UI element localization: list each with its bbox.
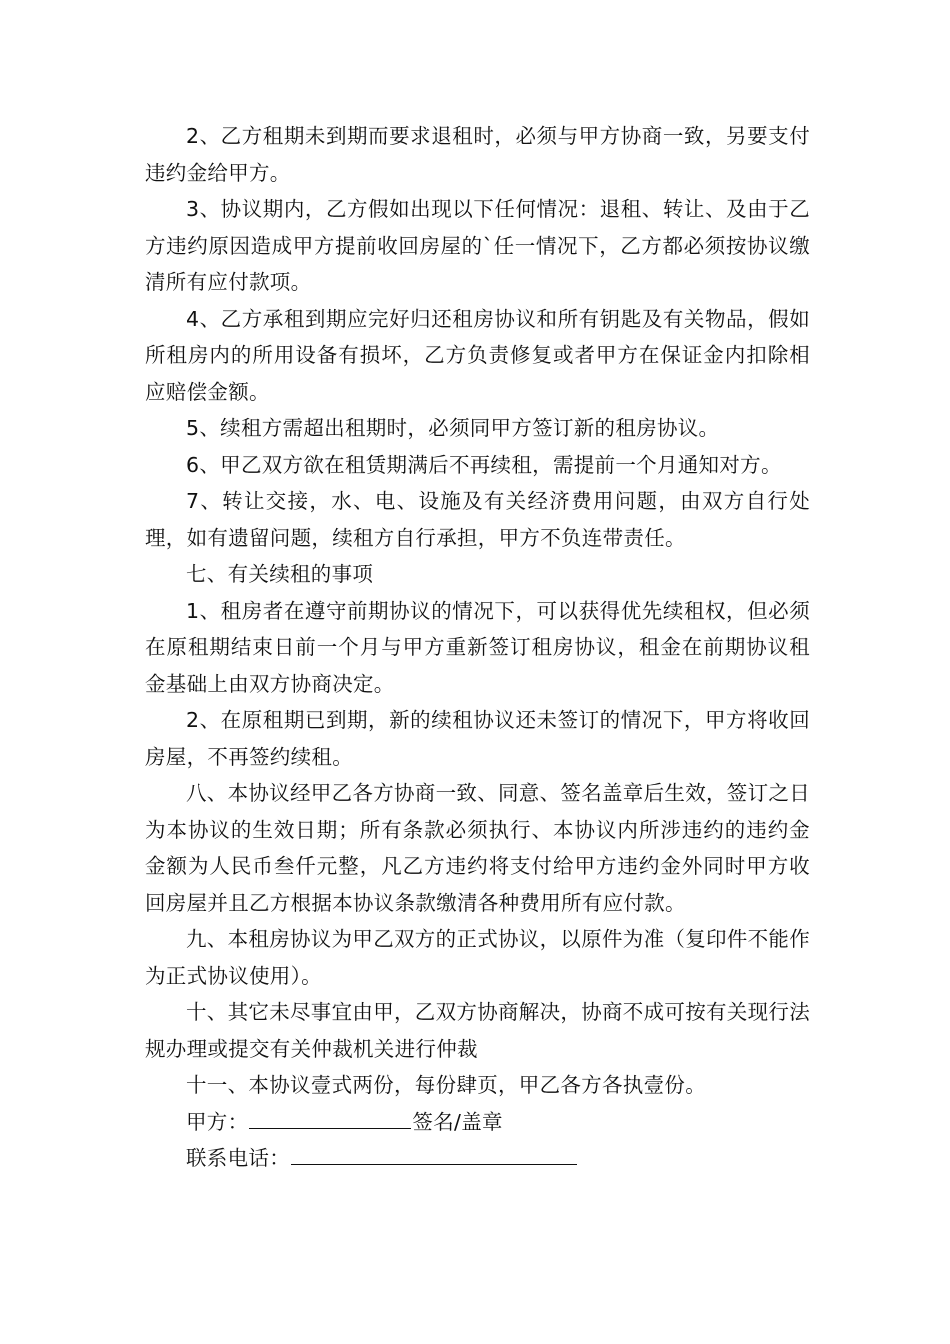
party-a-signature-line bbox=[145, 1104, 810, 1141]
phone-line bbox=[145, 1140, 810, 1177]
party-a-blank[interactable] bbox=[249, 1104, 411, 1129]
clause-disputes: 十、其它未尽事宜由甲，乙双方协商解决，协商不成可按有关现行法规办理或提交有关仲裁机关进行仲裁 bbox=[145, 1000, 810, 1061]
clause-handover: 7、转让交接，水、电、设施及有关经济费用问题，由双方自行处理，如有遗留问题，续租方自行承担，甲方不负连带责任。 bbox=[145, 489, 810, 550]
clause-return-keys: 4、乙方承租到期应完好归还租房协议和所有钥匙及有关物品，假如所租房内的所用设备有损坏，乙方负责修复或者甲方在保证金内扣除相应赔偿金额。 bbox=[145, 306, 810, 404]
clause-expired-term: 2、在原租期已到期，新的续租协议还未签订的情况下，甲方将收回房屋，不再签约续租。 bbox=[145, 708, 810, 769]
clause-early-exit-payment: 3、协议期内，乙方假如出现以下任何情况：退租、转让、及由于乙方违约原因造成甲方提前收回房屋的`任一情况下，乙方都必须按协议缴清所有应付款项。 bbox=[145, 197, 810, 294]
clause-extension: 5、续租方需超出租期时，必须同甲方签订新的租房协议。 bbox=[186, 416, 720, 440]
clause-notice: 6、甲乙双方欲在租赁期满后不再续租，需提前一个月通知对方。 bbox=[186, 452, 782, 477]
clause-official-copy: 九、本租房协议为甲乙双方的正式协议，以原件为准（复印件不能作为正式协议使用）。 bbox=[145, 927, 810, 988]
clause-priority-renewal: 1、租房者在遵守前期协议的情况下，可以获得优先续租权，但必须在原租期结束日前一个月与甲方重新签订租房协议，租金在前期协议租金基础上由双方协商决定。 bbox=[145, 598, 810, 696]
party-a-suffix: 签名/盖章 bbox=[412, 1109, 503, 1134]
phone-blank[interactable] bbox=[291, 1140, 577, 1165]
clause-termination-penalty: 2、乙方租期未到期而要求退租时，必须与甲方协商一致，另要支付违约金给甲方。 bbox=[145, 124, 810, 185]
clause-copies: 十一、本协议壹式两份，每份肆页，甲乙各方各执壹份。 bbox=[186, 1073, 706, 1097]
phone-label: 联系电话： bbox=[186, 1146, 290, 1170]
section-heading-renewal: 七、有关续租的事项 bbox=[186, 562, 374, 586]
party-a-label: 甲方： bbox=[186, 1109, 249, 1134]
clause-effective-date: 八、本协议经甲乙各方协商一致、同意、签名盖章后生效，签订之日为本协议的生效日期；所有条款必须执行、本协议内所涉违约的违约金金额为人民币叁仟元整，凡乙方违约将支付给甲方违约金外同时甲方收回房屋并且乙方根据本协议条款缴清各种费用所有应付款。 bbox=[145, 781, 810, 915]
document-page bbox=[145, 118, 810, 1177]
